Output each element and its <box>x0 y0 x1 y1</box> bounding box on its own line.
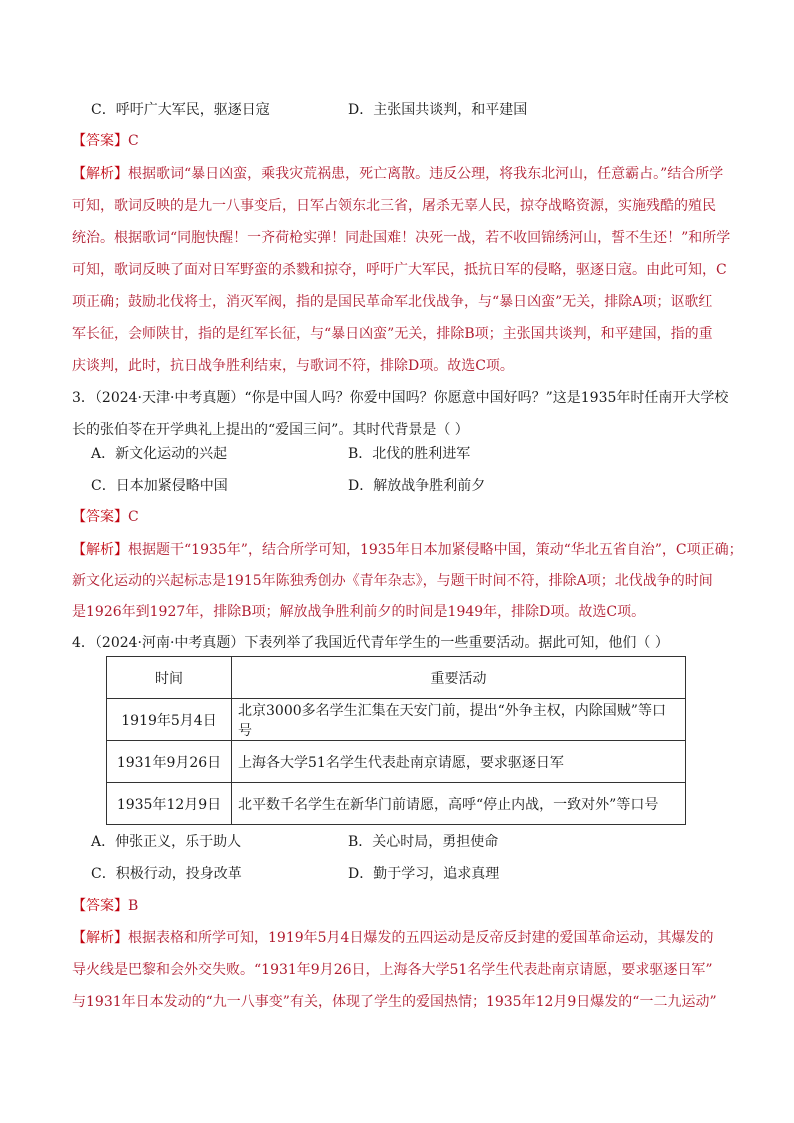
q2-analysis-line: 可知，歌词反映了面对日军野蛮的杀戮和掠夺，呼吁广大军民，抵抗日军的侵略，驱逐日寇。由此可知，C <box>72 262 727 278</box>
q2-analysis-line: 军长征，会师陕甘，指的是红军长征，与“暴日凶蛮”无关，排除B项；主张国共谈判，和平建国，指的重 <box>72 326 713 342</box>
answer-value: C <box>128 509 139 525</box>
analysis-tag: 【解析】 <box>72 930 128 946</box>
q4-option-d: D．勤于学习，追求真理 <box>348 866 500 882</box>
q4-option-c: C．积极行动，投身改革 <box>91 866 242 882</box>
answer-value: B <box>128 898 139 914</box>
q3-stem-line: 长的张伯苓在开学典礼上提出的“爱国三问”。其时代背景是（ ） <box>72 422 469 438</box>
table-header-row <box>107 657 686 699</box>
q3-stem-line: 3．（2024·天津·中考真题）“你是中国人吗？你爱中国吗？你愿意中国好吗？”这是1935年时任南开大学校 <box>72 390 729 406</box>
table-header-activity: 重要活动 <box>232 657 686 699</box>
analysis-tag: 【解析】 <box>72 542 128 558</box>
q4-analysis-line: 【解析】根据表格和所学可知，1919年5月4日爆发的五四运动是反帝反封建的爱国革命运动，其爆发的 <box>72 930 714 946</box>
table-cell-date: 1935年12月9日 <box>107 783 232 825</box>
analysis-tag: 【解析】 <box>72 166 128 182</box>
q4-analysis-line: 与1931年日本发动的“九一八事变”有关，体现了学生的爱国热情；1935年12月9日爆发的“一二九运动” <box>72 994 717 1010</box>
answer-tag: 【答案】 <box>72 898 128 914</box>
q3-option-a: A．新文化运动的兴起 <box>91 446 228 462</box>
q3-analysis-line: 是1926年到1927年，排除B项；解放战争胜利前夕的时间是1949年，排除D项。故选C项。 <box>72 604 646 620</box>
q4-answer <box>72 896 726 916</box>
q3-answer <box>72 507 726 527</box>
table-cell-activity: 上海各大学51名学生代表赴南京请愿，要求驱逐日军 <box>232 741 686 783</box>
q2-option-c: C．呼吁广大军民，驱逐日寇 <box>91 102 270 118</box>
q2-analysis-line: 可知，歌词反映的是九一八事变后，日军占领东北三省，屠杀无辜人民，掠夺战略资源，实施残酷的殖民 <box>72 198 716 214</box>
table-row <box>107 783 686 825</box>
table-cell-activity: 北平数千名学生在新华门前请愿，高呼“停止内战，一致对外”等口号 <box>232 783 686 825</box>
q4-analysis-line: 导火线是巴黎和会外交失败。“1931年9月26日，上海各大学51名学生代表赴南京请愿，要求驱逐日军” <box>72 962 713 978</box>
q4-stem: 4．（2024·河南·中考真题）下表列举了我国近代青年学生的一些重要活动。据此可知，他们（ ） <box>72 635 669 651</box>
table-cell-activity: 北京3000多名学生汇集在天安门前，提出“外争主权，内除国贼”等口号 <box>232 699 686 741</box>
table-cell-date: 1931年9月26日 <box>107 741 232 783</box>
q2-answer <box>72 131 726 151</box>
answer-tag: 【答案】 <box>72 509 128 525</box>
q4-option-b: B．关心时局，勇担使命 <box>348 834 499 850</box>
table-header-time: 时间 <box>107 657 232 699</box>
answer-tag: 【答案】 <box>72 133 128 149</box>
q2-analysis-line: 统治。根据歌词“同胞快醒！一齐荷枪实弹！同赴国难！决死一战，若不收回锦绣河山，誓不生还！”和所学 <box>72 230 731 246</box>
q3-analysis-line: 【解析】根据题干“1935年”，结合所学可知，1935年日本加紧侵略中国，策动“华北五省自治”，C项正确； <box>72 542 743 558</box>
q2-analysis-line: 项正确；鼓励北伐将士，消灭军阀，指的是国民革命军北伐战争，与“暴日凶蛮”无关，排除A项；讴歌红 <box>72 294 713 310</box>
q2-analysis-line: 庆谈判，此时，抗日战争胜利结束，与歌词不符，排除D项。故选C项。 <box>72 358 514 374</box>
q3-option-b: B．北伐的胜利进军 <box>348 446 471 462</box>
q2-option-d: D．主张国共谈判，和平建国 <box>348 102 528 118</box>
q3-option-c: C．日本加紧侵略中国 <box>91 478 228 494</box>
table-row <box>107 699 686 741</box>
table-row <box>107 741 686 783</box>
q3-option-d: D．解放战争胜利前夕 <box>348 478 486 494</box>
activities-table <box>106 656 686 825</box>
q4-option-a: A．伸张正义，乐于助人 <box>91 834 242 850</box>
answer-value: C <box>128 133 139 149</box>
q3-analysis-line: 新文化运动的兴起标志是1915年陈独秀创办《青年杂志》，与题干时间不符，排除A项；北伐战争的时间 <box>72 573 713 589</box>
table-cell-date: 1919年5月4日 <box>107 699 232 741</box>
q2-analysis-line: 【解析】根据歌词“暴日凶蛮，乘我灾荒祸患，死亡离散。违反公理，将我东北河山，任意霸占。”结合所学 <box>72 166 724 182</box>
